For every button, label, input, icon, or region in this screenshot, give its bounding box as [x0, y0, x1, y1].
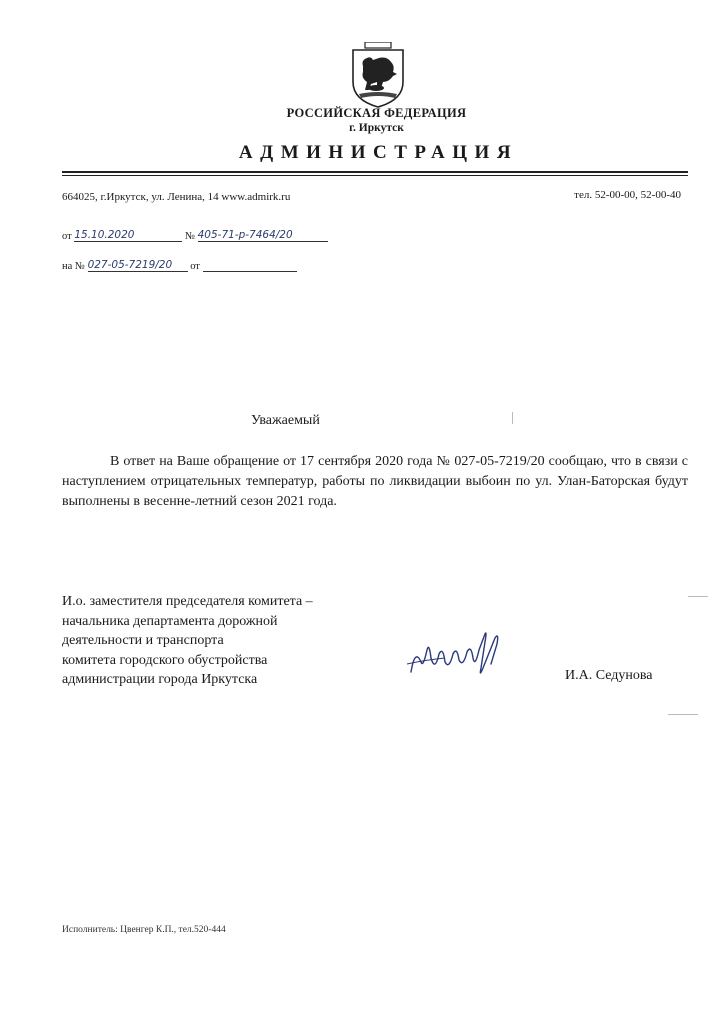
incoming-reference	[62, 259, 297, 272]
reply-number-field	[88, 259, 188, 272]
scan-speck	[512, 412, 513, 424]
postal-address: 664025, г.Иркутск, ул. Ленина, 14 www.admirk.ru	[62, 191, 291, 203]
from-label: от	[62, 231, 72, 242]
reply-number: 027-05-7219/20	[87, 259, 173, 271]
reply-label: на №	[62, 261, 85, 272]
signer-position-line: комитета городского обустройства	[62, 652, 268, 668]
header-rule-thick	[62, 171, 688, 173]
signer-name: И.А. Седунова	[565, 668, 653, 683]
irkutsk-coat-of-arms-icon	[349, 42, 407, 108]
reply-date-field	[203, 259, 297, 272]
signer-position-line: администрации города Иркутска	[62, 672, 258, 687]
executor-info: Исполнитель: Цвенгер К.П., тел.520-444	[62, 925, 226, 935]
handwritten-signature-icon	[405, 628, 517, 680]
phone-numbers: тел. 52-00-00, 52-00-40	[574, 189, 681, 201]
header-rule-thin	[62, 175, 688, 176]
signer-position-line: начальника департамента дорожной	[62, 613, 278, 629]
date-field	[74, 229, 182, 242]
city-name: г. Иркутск	[349, 122, 404, 134]
number-field	[198, 229, 328, 242]
letter-body: В ответ на Ваше обращение от 17 сентября 2020 года № 027-05-7219/20 сообщаю, что в связи с наступлением отрицательных температур, работы по ликвидации выбоин по ул. Улан-Баторская будут выполнены в весенне-летний сезон 2021 года.	[62, 454, 688, 509]
signer-position-line: деятельности и транспорта	[62, 633, 224, 648]
number-label: №	[184, 231, 195, 242]
reply-from-label: от	[190, 261, 200, 272]
organization-title: АДМИНИСТРАЦИЯ	[238, 142, 519, 163]
outgoing-number: 405-71-р-7464/20	[197, 229, 293, 241]
greeting: Уважаемый	[251, 413, 320, 428]
country-name: РОССИЙСКАЯ ФЕДЕРАЦИЯ	[286, 106, 467, 120]
outgoing-reference	[62, 229, 328, 242]
outgoing-date: 15.10.2020	[74, 229, 135, 241]
signer-position-line: И.о. заместителя председателя комитета –	[62, 594, 313, 609]
signer-position	[62, 592, 313, 690]
scan-speck	[668, 714, 698, 715]
scan-speck	[688, 596, 708, 597]
